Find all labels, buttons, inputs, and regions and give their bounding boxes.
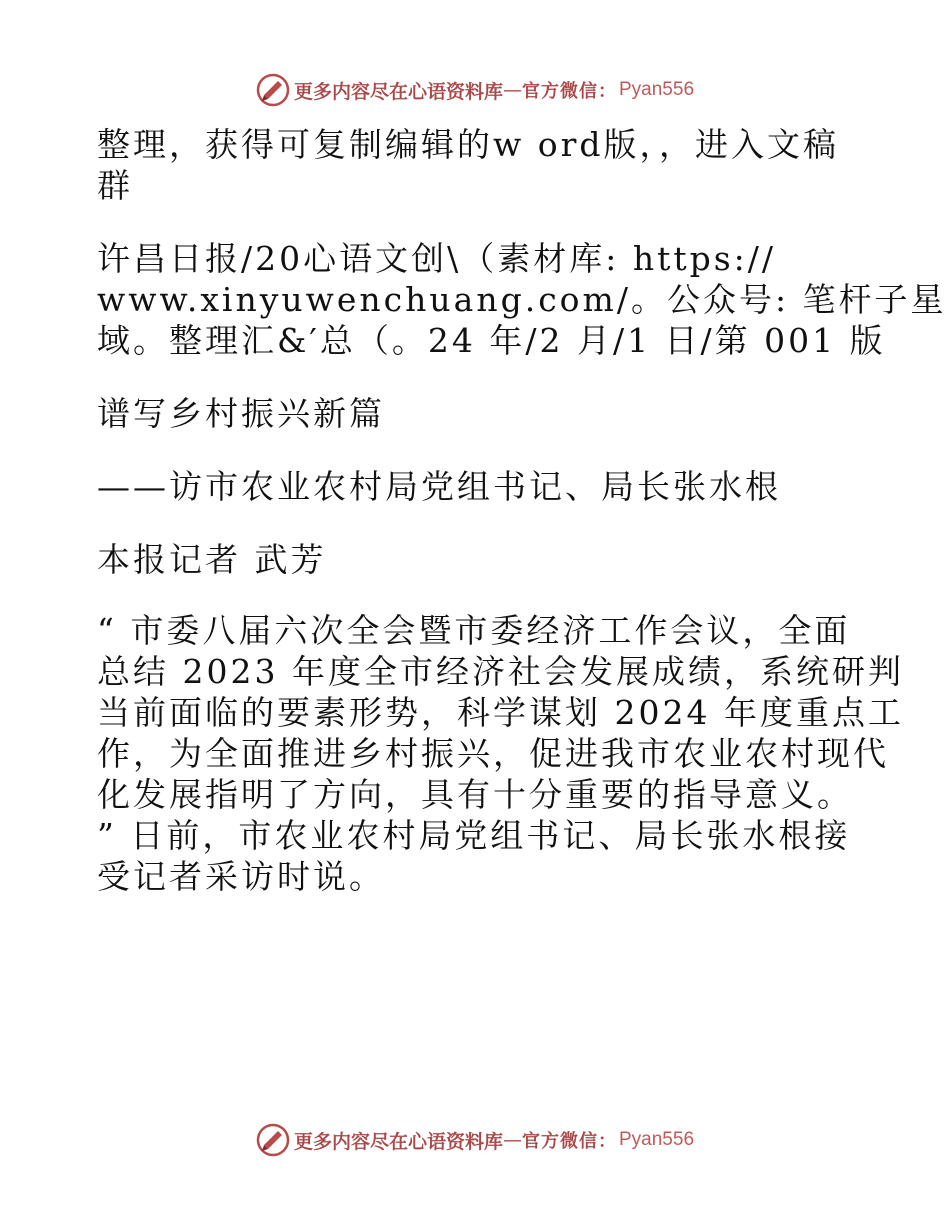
document-body <box>97 124 947 897</box>
brand-logo-icon <box>256 1123 290 1157</box>
body-line-1: “ 市委八届六次全会暨市委经济工作会议，全面 <box>97 611 851 650</box>
source-line-1: 许昌日报/20心语文创\（素材库: https:// <box>97 239 777 278</box>
banner-main-text: 更多内容尽在心语资料库 <box>293 1130 503 1153</box>
body-line-7: 受记者采访时说。 <box>97 857 385 896</box>
body-line-4: 作，为全面推进乡村振兴，促进我市农业农村现代 <box>97 734 889 773</box>
body-line-5: 化发展指明了方向，具有十分重要的指导意义。 <box>97 775 853 814</box>
footer-watermark-banner <box>0 1120 950 1160</box>
banner-wechat-id: Pyan556 <box>619 1129 695 1150</box>
body-line-2: 总结 2023 年度全市经济社会发展成绩，系统研判 <box>97 652 904 691</box>
banner-separator: — <box>503 79 522 101</box>
banner-separator: — <box>503 1129 522 1151</box>
body-line-6: ” 日前，市农业农村局党组书记、局长张水根接 <box>97 816 851 855</box>
header-watermark-banner <box>0 70 950 110</box>
article-subtitle: ——访市农业农村局党组书记、局长张水根 <box>97 467 781 506</box>
banner-sub-text: 官方微信： <box>522 81 617 102</box>
banner-sub-text: 官方微信： <box>522 1131 617 1152</box>
banner-main-text: 更多内容尽在心语资料库 <box>293 80 503 103</box>
source-line-3: 域。整理汇&′总（。24 年/2 月/1 日/第 001 版 <box>97 321 886 360</box>
source-line-2: www.xinyuwenchuang.com/。公众号: 笔杆子星 <box>97 280 947 319</box>
body-line-3: 当前面临的要素形势，科学谋划 2024 年度重点工 <box>97 693 904 732</box>
article-byline: 本报记者 武芳 <box>97 540 327 579</box>
brand-logo-icon <box>256 73 290 107</box>
banner-wechat-id: Pyan556 <box>619 79 695 100</box>
article-title: 谱写乡村振兴新篇 <box>97 394 385 433</box>
intro-line-2: 群 <box>97 166 133 205</box>
intro-line-1: 整理，获得可复制编辑的w ord版，，进入文稿 <box>97 125 840 164</box>
